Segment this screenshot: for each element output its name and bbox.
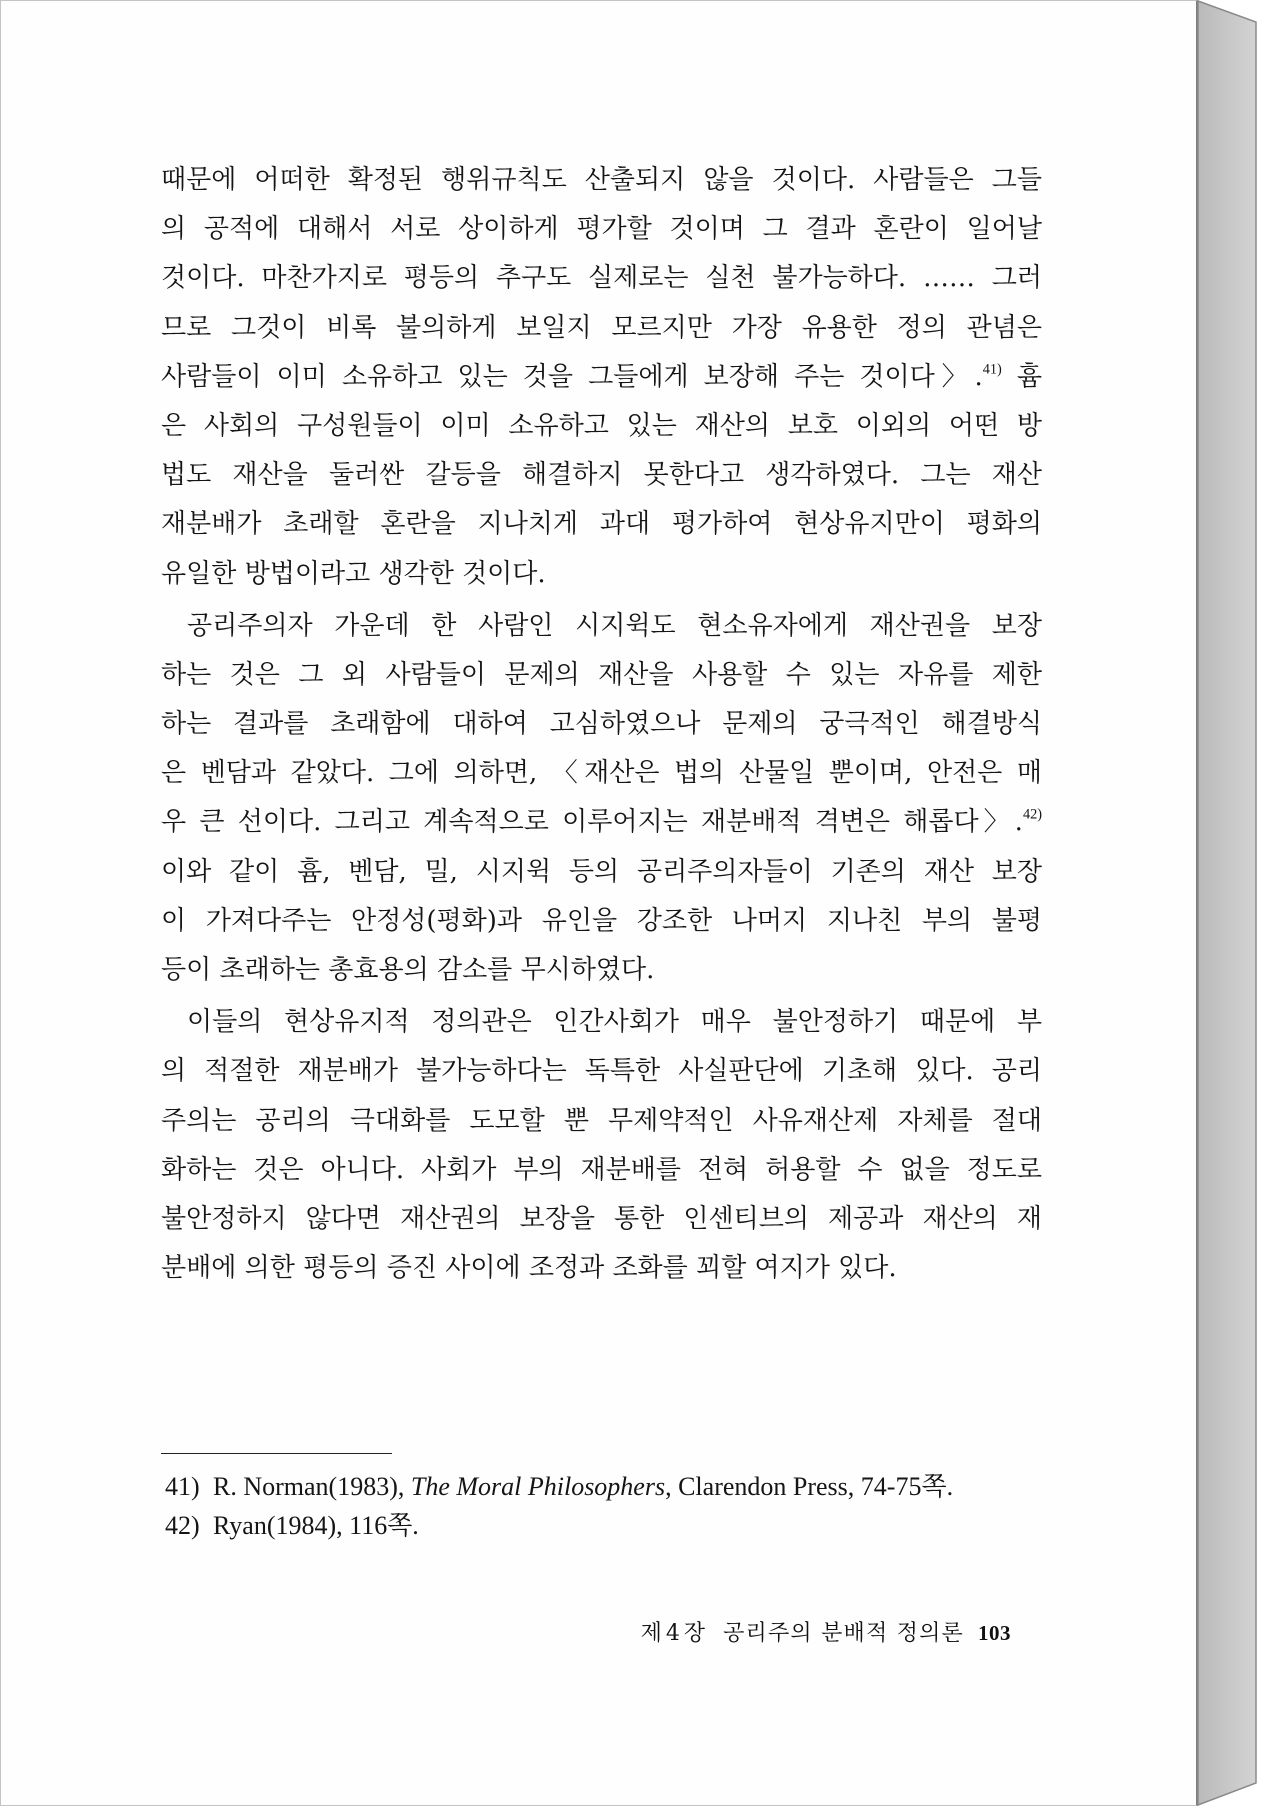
body-text-line: 공리주의자 가운데 한 사람인 시지윅도 현소유자에게 재산권을 보장 — [187, 610, 1042, 641]
footnote-citation: R. Norman(1983), — [213, 1472, 411, 1501]
body-text-line: 의 공적에 대해서 서로 상이하게 평가할 것이며 그 결과 혼란이 일어날 — [161, 214, 1042, 245]
body-text-line: 화하는 것은 아니다. 사회가 부의 재분배를 전혀 허용할 수 없을 정도로 — [161, 1154, 1042, 1185]
body-text-line: 이 가져다주는 안정성(평화)과 유인을 강조한 나머지 지나친 부의 불평 — [161, 905, 1042, 936]
footnote-reference: 41) — [982, 361, 1002, 378]
body-text-line: 의 적절한 재분배가 불가능하다는 독특한 사실판단에 기초해 있다. 공리 — [161, 1056, 1042, 1087]
body-text-line: 때문에 어떠한 확정된 행위규칙도 산출되지 않을 것이다. 사람들은 그들 — [161, 165, 1042, 195]
footnote-reference: 42) — [1022, 807, 1042, 823]
paragraph — [161, 602, 1042, 996]
running-footer — [520, 1618, 1011, 1649]
footnote-citation: Ryan(1984), 116쪽. — [213, 1511, 419, 1540]
footnote-number: 42) — [165, 1511, 200, 1540]
paragraph — [161, 998, 1042, 1293]
page-number: 103 — [978, 1621, 1011, 1645]
body-text-line: 불안정하지 않다면 재산권의 보장을 통한 인센티브의 제공과 재산의 재 — [161, 1203, 1042, 1234]
body-text-line: 은 사회의 구성원들이 이미 소유하고 있는 재산의 보호 이외의 어떤 방 — [161, 410, 1042, 441]
body-text-line: 므로 그것이 비록 불의하게 보일지 모르지만 가장 유용한 정의 관념은 — [161, 312, 1042, 343]
body-text-line: 이와 같이 흄, 벤담, 밀, 시지윅 등의 공리주의자들이 기존의 재산 보장 — [161, 856, 1042, 887]
chapter-title: 공리주의 분배적 정의론 — [723, 1621, 964, 1646]
footnotes — [165, 1467, 1065, 1545]
body-text-line: 유일한 방법이라고 생각한 것이다. — [161, 558, 546, 589]
line-text: 사람들이 이미 소유하고 있는 것을 그들에게 보장해 주는 것이다〉. — [161, 361, 983, 392]
body-text-line: 하는 것은 그 외 사람들이 문제의 재산을 사용할 수 있는 자유를 제한 — [161, 659, 1042, 690]
footnote-divider — [161, 1453, 392, 1454]
body-text-line: 등이 초래하는 총효용의 감소를 무시하였다. — [161, 955, 655, 985]
body-text-line: 법도 재산을 둘러싼 갈등을 해결하지 못한다고 생각하였다. 그는 재산 — [161, 460, 1042, 491]
body-text-line: 재분배가 초래할 혼란을 지나치게 과대 평가하여 현상유지만이 평화의 — [161, 509, 1042, 540]
body-text-line: 분배에 의한 평등의 증진 사이에 조정과 조화를 꾀할 여지가 있다. — [161, 1253, 897, 1284]
body-text-line — [161, 353, 1042, 402]
body-text — [161, 156, 1042, 1293]
body-text-line: 하는 결과를 초래함에 대하여 고심하였으나 문제의 궁극적인 해결방식 — [161, 709, 1042, 740]
footnote — [165, 1467, 1065, 1506]
body-text-line: 것이다. 마찬가지로 평등의 추구도 실제로는 실천 불가능하다. …… 그러 — [161, 263, 1042, 294]
page-stack-side — [1198, 1, 1256, 1805]
footnote-number: 41) — [165, 1472, 200, 1501]
line-text: 흄 — [1001, 361, 1042, 392]
book-title: The Moral Philosophers — [410, 1472, 666, 1501]
footnote-citation: , Clarendon Press, 74-75쪽. — [665, 1472, 954, 1501]
paragraph — [161, 156, 1042, 599]
body-text-line: 이들의 현상유지적 정의관은 인간사회가 매우 불안정하기 때문에 부 — [187, 1007, 1042, 1038]
body-text-line — [161, 798, 1042, 847]
footnote — [165, 1506, 1065, 1545]
body-text-line: 주의는 공리의 극대화를 도모할 뿐 무제약적인 사유재산제 자체를 절대 — [161, 1105, 1042, 1136]
chapter-label: 제4장 — [640, 1621, 710, 1646]
body-text-line: 은 벤담과 같았다. 그에 의하면, 〈재산은 법의 산물일 뿐이며, 안전은 매 — [161, 758, 1042, 789]
line-text: 우 큰 선이다. 그리고 계속적으로 이루어지는 재분배적 격변은 해롭다〉. — [161, 807, 1023, 838]
